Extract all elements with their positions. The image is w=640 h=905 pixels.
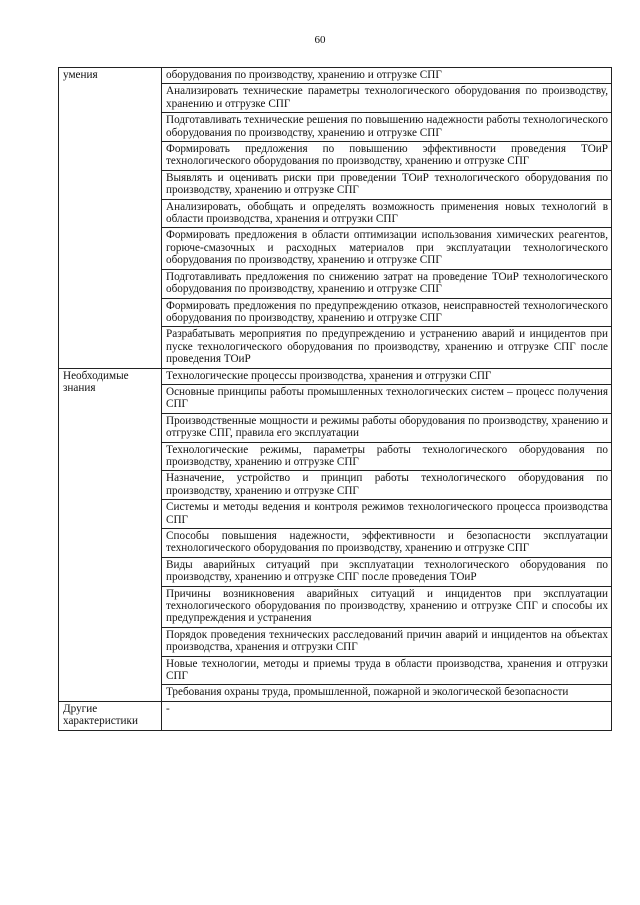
table-cell: Анализировать, обобщать и определять возможность применения новых технологий в области производства, хранения и отгрузки СПГ (162, 199, 612, 228)
table-cell: Новые технологии, методы и приемы труда в области производства, хранения и отгрузки СПГ (162, 656, 612, 685)
table-cell: Основные принципы работы промышленных технологических систем – процесс получения СПГ (162, 384, 612, 413)
table-cell: Производственные мощности и режимы работы оборудования по производству, хранению и отгрузке СПГ, правила его эксплуатации (162, 413, 612, 442)
table-cell: Назначение, устройство и принцип работы технологического оборудования по производству, хранению и отгрузке СПГ (162, 471, 612, 500)
table-cell: Порядок проведения технических расследований причин аварий и инцидентов на объектах производства, хранения и отгрузки СПГ (162, 627, 612, 656)
table-row (59, 368, 612, 384)
table-cell: Выявлять и оценивать риски при проведении ТОиР технологического оборудования по производству, хранению и отгрузке СПГ (162, 170, 612, 199)
table-cell: Подготавливать технические решения по повышению надежности работы технологического оборудования по производству, хранению и отгрузке СПГ (162, 113, 612, 142)
table-cell: - (162, 701, 612, 730)
table-row (59, 701, 612, 730)
table-cell: Технологические процессы производства, хранения и отгрузки СПГ (162, 368, 612, 384)
table-row (59, 68, 612, 84)
table-cell: оборудования по производству, хранению и отгрузке СПГ (162, 68, 612, 84)
table-cell: Формировать предложения по повышению эффективности проведения ТОиР технологического оборудования по производству, хранению и отгрузке СПГ (162, 142, 612, 171)
row-label-skills: умения (59, 68, 162, 369)
table-cell: Формировать предложения в области оптимизации использования химических реагентов, горюче-смазочных и расходных материалов при эксплуатации технологического оборудования по производству, хранению и отгрузке СПГ (162, 228, 612, 269)
page-number: 60 (314, 34, 326, 46)
table-cell: Системы и методы ведения и контроля режимов технологического процесса производства СПГ (162, 500, 612, 529)
table-cell: Формировать предложения по предупреждению отказов, неисправностей технологического оборудования по производству, хранению и отгрузке СПГ (162, 298, 612, 327)
table-cell: Причины возникновения аварийных ситуаций и инцидентов при эксплуатации технологического оборудования по производству, хранению и отгрузке СПГ и способы их предупреждения и устранения (162, 586, 612, 627)
row-label-knowledge: Необходимые знания (59, 368, 162, 701)
row-label-other: Другие характеристики (59, 701, 162, 730)
table-cell: Виды аварийных ситуаций при эксплуатации технологического оборудования по производству, хранению и отгрузке СПГ после проведения ТОиР (162, 557, 612, 586)
table-cell: Подготавливать предложения по снижению затрат на проведение ТОиР технологического оборудования по производству, хранению и отгрузке СПГ (162, 269, 612, 298)
requirements-table (58, 67, 612, 731)
table-cell: Анализировать технические параметры технологического оборудования по производству, хранению и отгрузке СПГ (162, 84, 612, 113)
table-cell: Технологические режимы, параметры работы технологического оборудования по производству, хранению и отгрузке СПГ (162, 442, 612, 471)
table-cell: Требования охраны труда, промышленной, пожарной и экологической безопасности (162, 685, 612, 701)
table-cell: Способы повышения надежности, эффективности и безопасности эксплуатации технологического оборудования по производству, хранению и отгрузке СПГ (162, 529, 612, 558)
table-cell: Разрабатывать мероприятия по предупреждению и устранению аварий и инцидентов при пуске технологического оборудования по производству, хранению и отгрузке СПГ после проведения ТОиР (162, 327, 612, 368)
